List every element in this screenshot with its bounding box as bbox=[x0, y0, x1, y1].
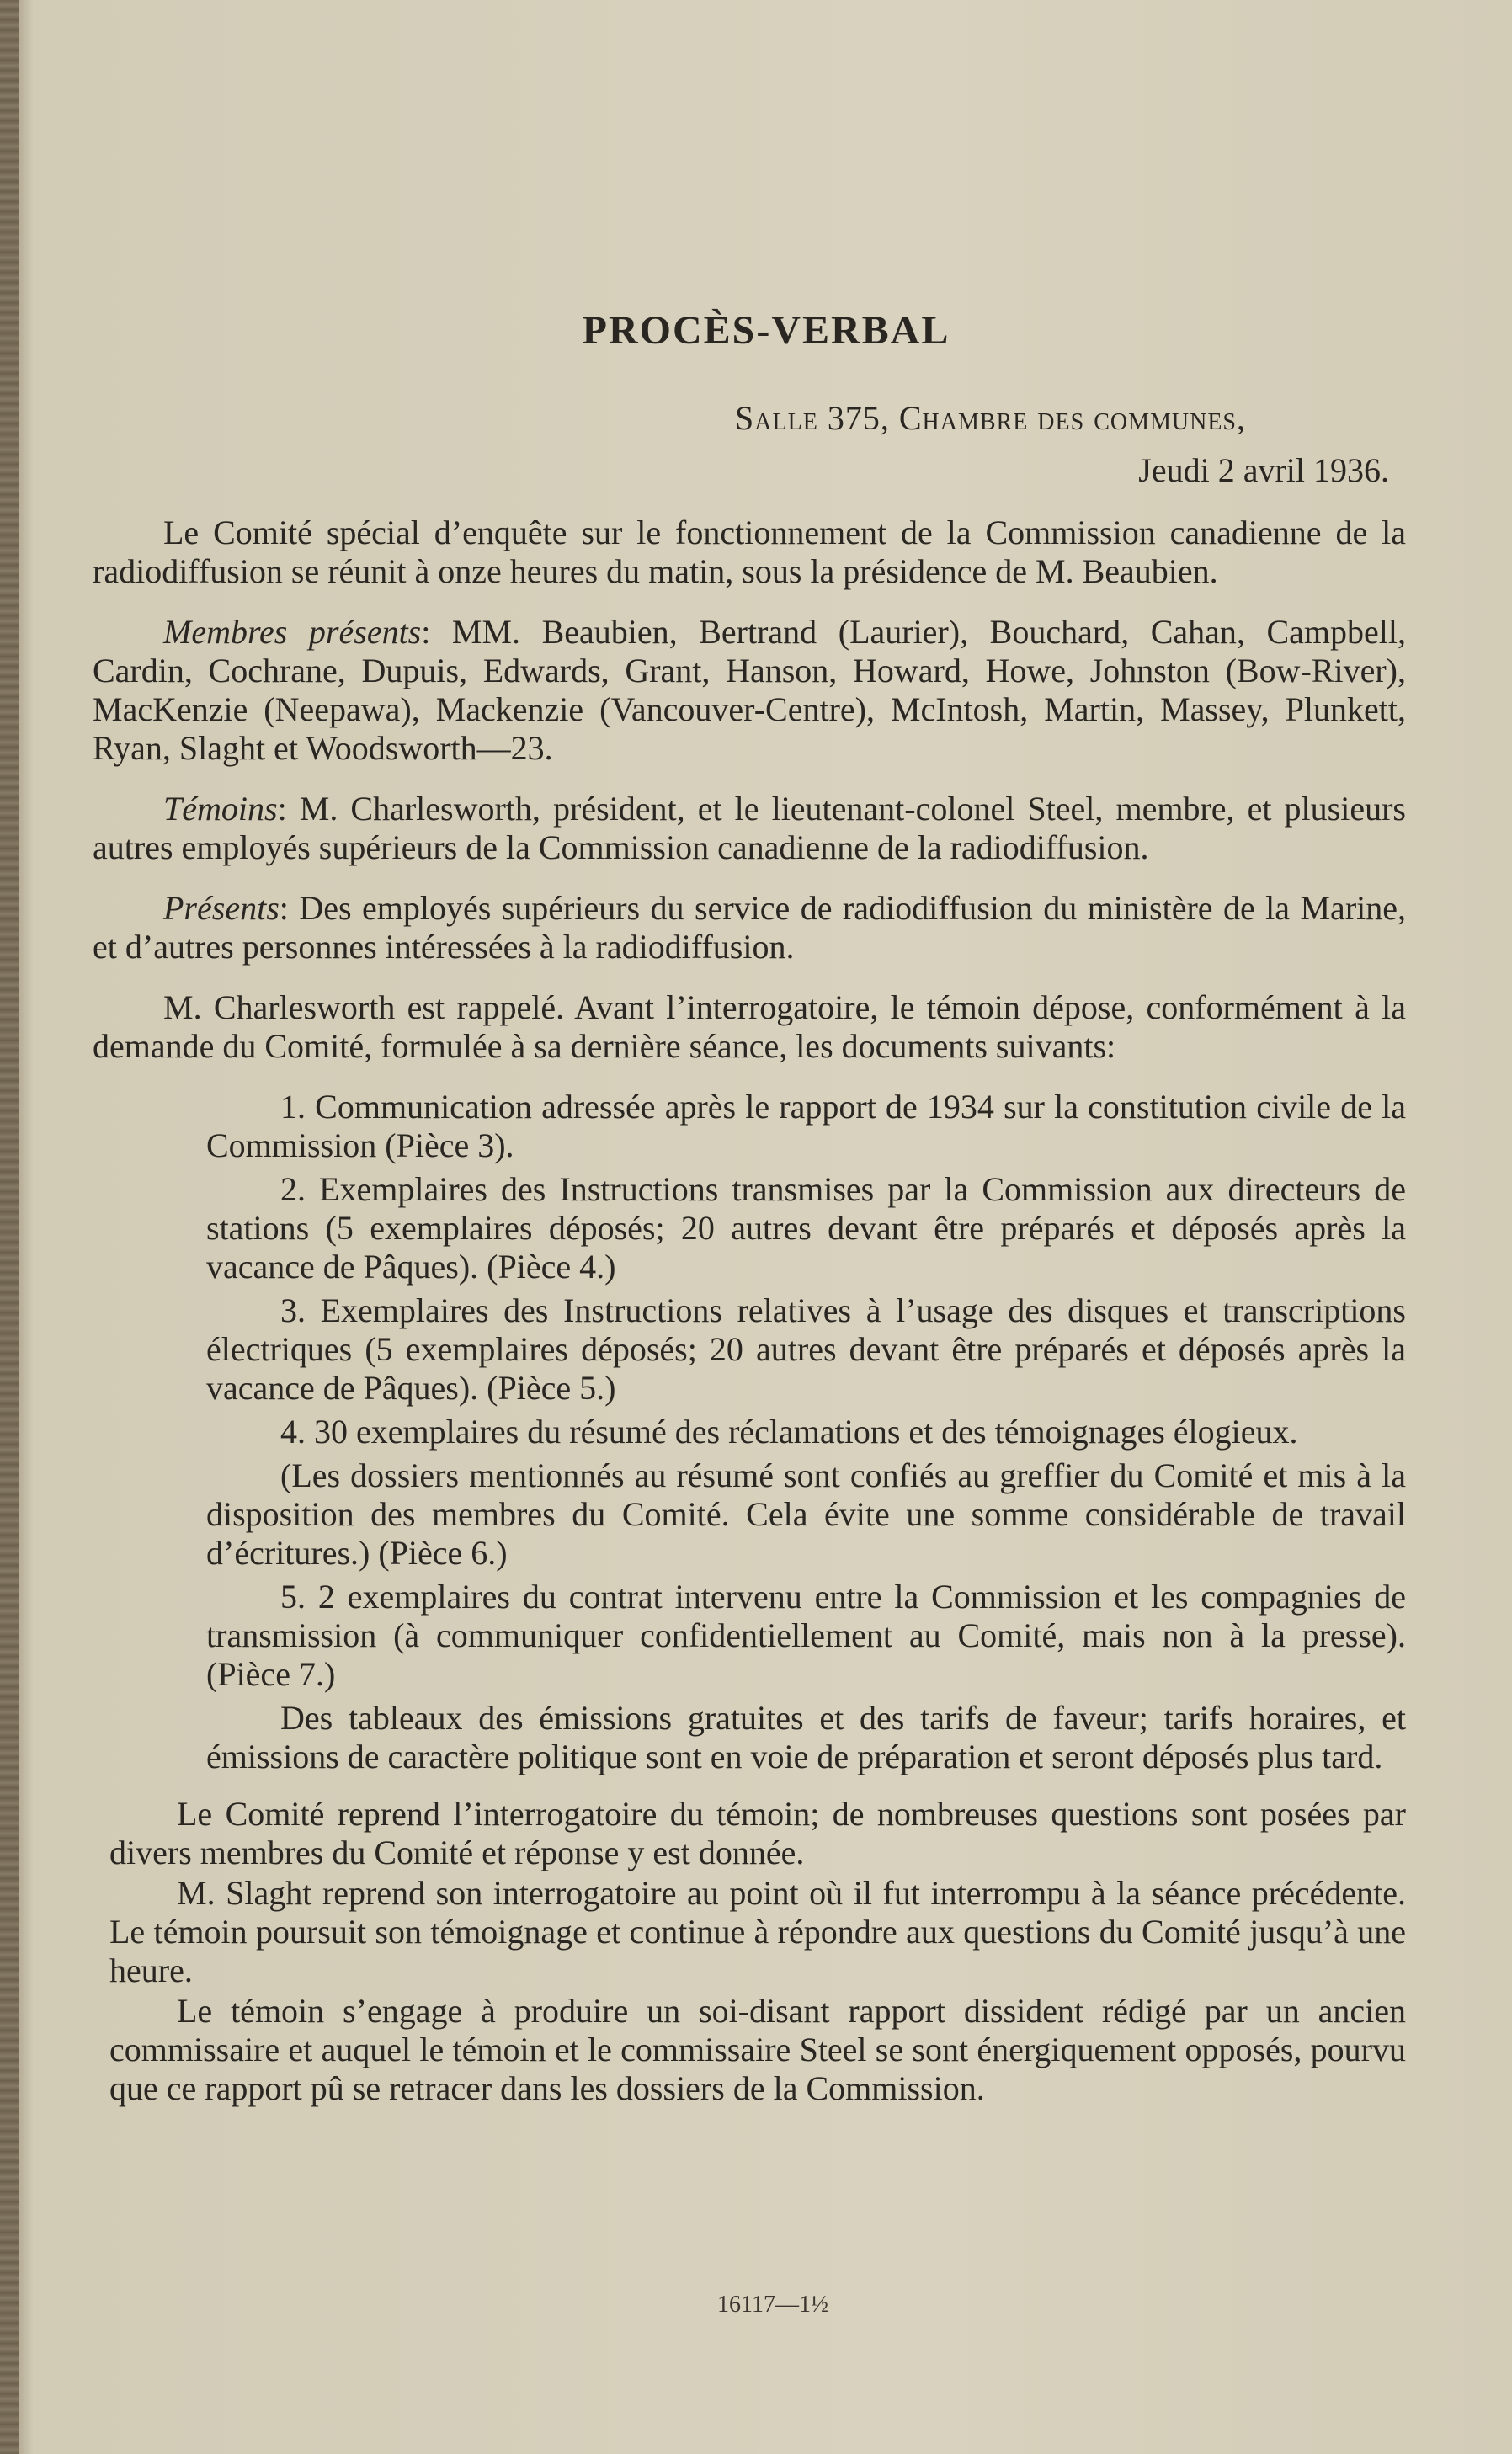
meeting-venue: Salle 375, Chambre des communes, bbox=[735, 399, 1246, 437]
list-item-note: (Les dossiers mentionnés au résumé sont confiés au greffier du Comité et mis à la disposition des membres du Comité. Cela évite une somme considérable de travail d’écritures.) (Pièce 6.) bbox=[206, 1456, 1406, 1572]
list-item: 1. Communication adressée après le rapport de 1934 sur la constitution civile de la Commission (Pièce 3). bbox=[206, 1088, 1406, 1164]
witnesses-label: Témoins bbox=[163, 790, 278, 828]
list-item: 5. 2 exemplaires du contrat intervenu entre la Commission et les compagnies de transmission (à communiquer confidentiellement au Comité, mais non à la presse). (Pièce 7.) bbox=[206, 1578, 1406, 1693]
opening-paragraph: Le Comité spécial d’enquête sur le fonctionnement de la Commission canadienne de la radiodiffusion se réunit à onze heures du matin, sous la présidence de M. Beaubien. bbox=[93, 514, 1406, 590]
documents-list bbox=[93, 1088, 1406, 1776]
page-binding-edge bbox=[0, 0, 19, 2454]
closing-section bbox=[93, 1795, 1406, 2108]
meeting-date: Jeudi 2 avril 1936. bbox=[1138, 451, 1389, 489]
present-label: Présents bbox=[163, 889, 280, 927]
witnesses-paragraph bbox=[93, 790, 1406, 867]
members-label: Membres présents bbox=[163, 613, 422, 651]
list-item: 3. Exemplaires des Instructions relatives à l’usage des disques et transcriptions électriques (5 exemplaires déposés; 20 autres devant être préparés et déposés après la vacance de Pâques). (Pièce 5.) bbox=[206, 1291, 1406, 1407]
members-paragraph bbox=[93, 613, 1406, 768]
present-paragraph bbox=[93, 889, 1406, 966]
page-title: PROCÈS-VERBAL bbox=[582, 308, 950, 353]
list-item: 4. 30 exemplaires du résumé des réclamations et des témoignages élogieux. bbox=[280, 1413, 1298, 1451]
recall-paragraph: M. Charlesworth est rappelé. Avant l’interrogatoire, le témoin dépose, conformément à la demande du Comité, formulée à sa dernière séance, les documents suivants: bbox=[93, 988, 1406, 1065]
present-text: : Des employés supérieurs du service de radiodiffusion du ministère de la Marine, et d’autres personnes intéressées à la radiodiffusion. bbox=[93, 889, 1406, 966]
closing-paragraph: M. Slaght reprend son interrogatoire au point où il fut interrompu à la séance précédente. Le témoin poursuit son témoignage et continue à répondre aux questions du Comité jusqu’à une heure. bbox=[109, 1874, 1406, 1989]
page-footer-reference: 16117—1½ bbox=[717, 2292, 828, 2318]
members-list: : MM. Beaubien, Bertrand (Laurier), Bouchard, Cahan, Campbell, Cardin, Cochrane, Dupuis, Edwards, Grant, Hanson, Howard, Howe, Johnston (Bow-River), MacKenzie (Neepawa), Mackenzie (Vancouver-Centre), McIntosh, Martin, Massey, Plunkett, Ryan, Slaght et Woodsworth—23. bbox=[93, 613, 1406, 767]
witnesses-text: : M. Charlesworth, président, et le lieutenant-colonel Steel, membre, et plusieurs autres employés supérieurs de la Commission canadienne de la radiodiffusion. bbox=[93, 790, 1406, 866]
closing-paragraph: Le Comité reprend l’interrogatoire du témoin; de nombreuses questions sont posées par divers membres du Comité et réponse y est donnée. bbox=[109, 1795, 1406, 1871]
document-body bbox=[93, 308, 1406, 2110]
list-item: 2. Exemplaires des Instructions transmises par la Commission aux directeurs de stations (5 exemplaires déposés; 20 autres devant être préparés et déposés après la vacance de Pâques). (Pièce 4.) bbox=[206, 1170, 1406, 1286]
list-item-note: Des tableaux des émissions gratuites et des tarifs de faveur; tarifs horaires, et émissions de caractère politique sont en voie de préparation et seront déposés plus tard. bbox=[206, 1699, 1406, 1775]
closing-paragraph: Le témoin s’engage à produire un soi-disant rapport dissident rédigé par un ancien commissaire et auquel le témoin et le commissaire Steel se sont énergiquement opposés, pourvu que ce rapport pû se retracer dans les dossiers de la Commission. bbox=[109, 1992, 1406, 2107]
